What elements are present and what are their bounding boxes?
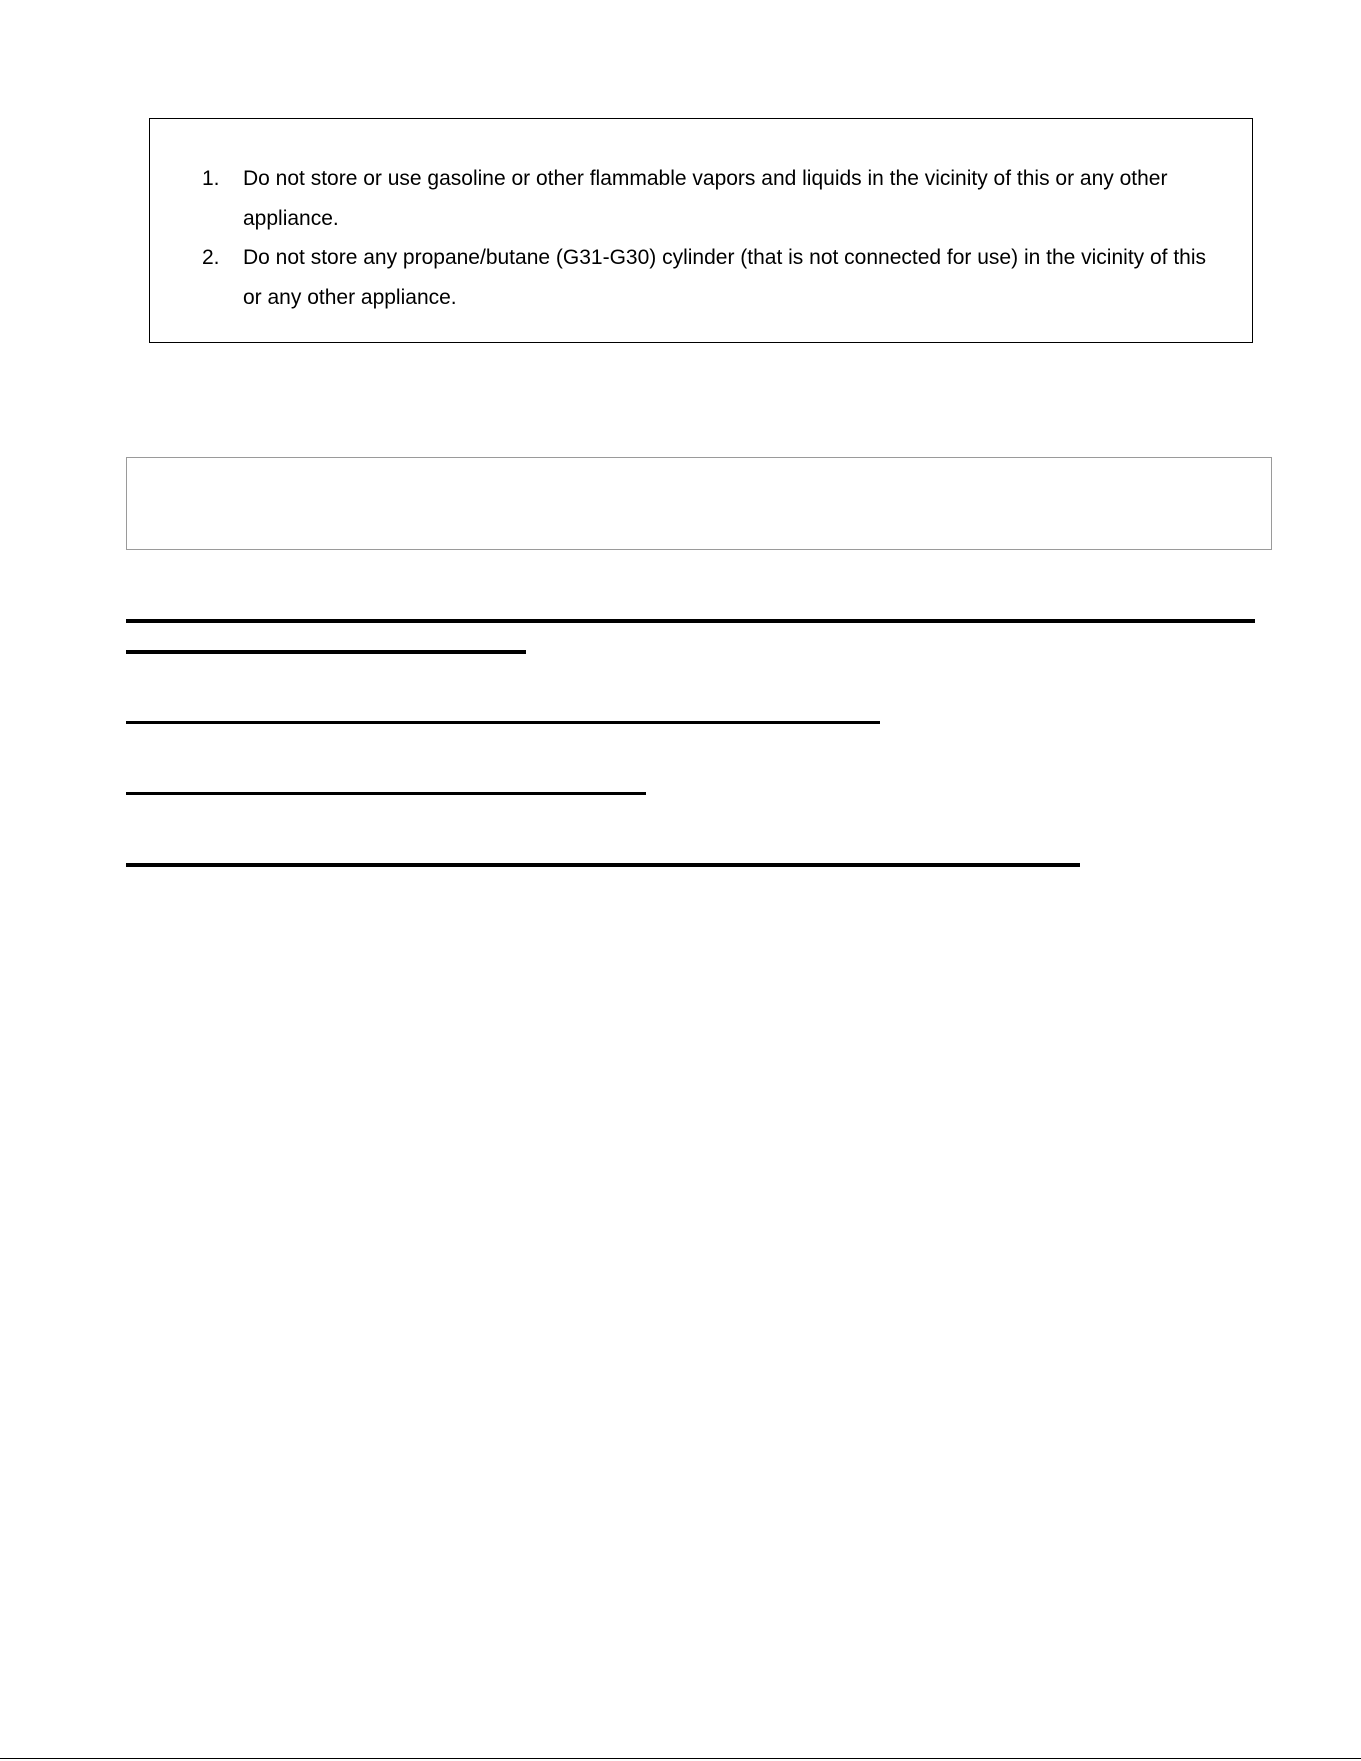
heading-underline-rule (126, 650, 526, 654)
heading-underline-rule (126, 721, 880, 724)
warning-item-number: 1. (202, 167, 220, 190)
warning-list (150, 159, 1252, 317)
heading-underline-rule (126, 792, 646, 795)
warning-item (150, 238, 1252, 317)
warning-item-text: Do not store any propane/butane (G31-G30) cylinder (that is not connected for use) in the vicinity of this or any other appliance. (243, 246, 1207, 309)
heading-underline-rule (126, 863, 1080, 867)
heading-underline-rule (126, 619, 1255, 623)
warning-item (150, 159, 1252, 238)
blank-content-box (126, 457, 1272, 550)
warning-item-text: Do not store or use gasoline or other flammable vapors and liquids in the vicinity of this or any other appliance. (243, 167, 1168, 230)
warning-item-number: 2. (202, 246, 220, 269)
warning-box (149, 118, 1253, 343)
page-bottom-rule (0, 1758, 1361, 1759)
